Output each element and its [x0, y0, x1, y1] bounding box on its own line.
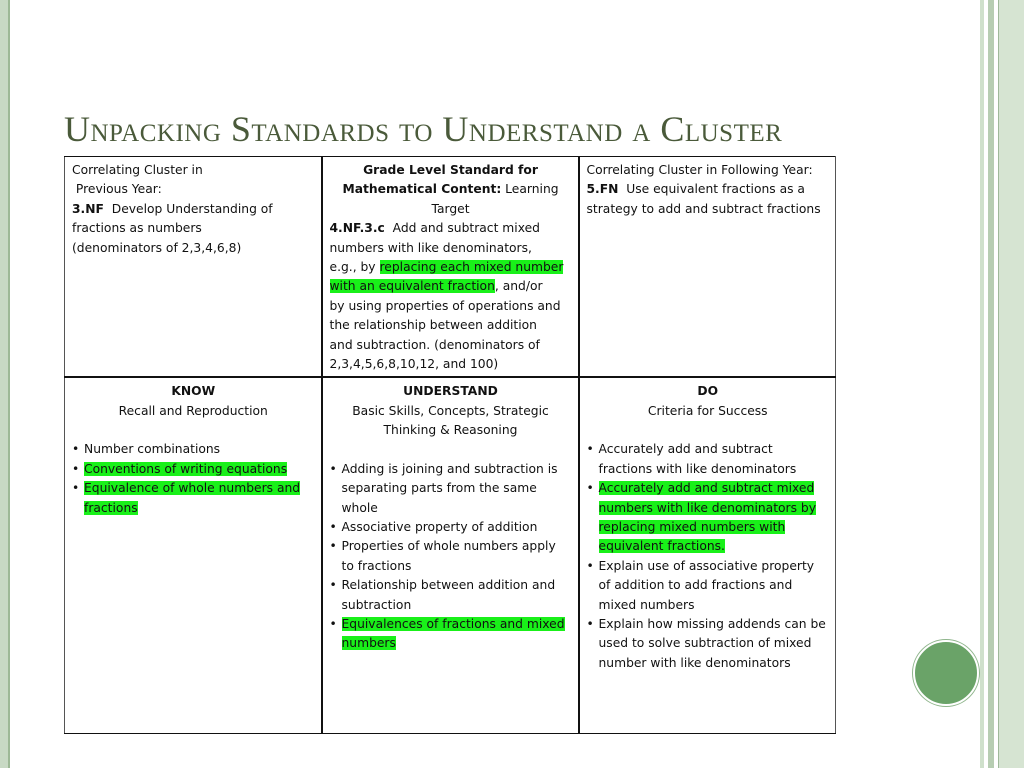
list-item — [330, 460, 572, 518]
prev-standard — [72, 200, 315, 219]
standards-table — [64, 156, 836, 734]
do-cell — [579, 377, 836, 733]
decorative-circle — [913, 640, 979, 706]
prev-line: Correlating Cluster in — [72, 163, 203, 177]
list-item-text: Number combinations — [84, 442, 221, 457]
grade-level-cell — [322, 157, 579, 378]
list-item-text: Properties of whole numbers apply to fractions — [341, 539, 556, 573]
prev-line: (denominators of 2,3,4,6,8) — [72, 240, 242, 255]
grade-code: 4.NF.3.c — [329, 221, 385, 236]
following-text: Use equivalent fractions as a — [618, 182, 805, 197]
grade-text: , and/or — [494, 279, 543, 294]
spacer — [587, 421, 830, 440]
prev-code: 3.NF — [72, 201, 104, 216]
know-list — [72, 440, 315, 518]
list-item — [330, 576, 572, 615]
grade-line — [330, 258, 572, 277]
do-list — [587, 440, 830, 673]
do-heading: DO — [697, 384, 719, 399]
understand-list — [330, 460, 572, 654]
prev-line: fractions as numbers — [72, 221, 202, 236]
following-line: strategy to add and subtract fractions — [586, 201, 821, 216]
prev-line: Previous Year: — [72, 182, 162, 197]
grade-text: Add and subtract mixed — [384, 221, 540, 236]
grade-line: 2,3,4,5,6,8,10,12, and 100) — [329, 357, 499, 372]
list-item-text: Accurately add and subtract fractions with like denominators — [598, 442, 797, 476]
following-standard — [587, 180, 830, 199]
list-item-text: Conventions of writing equations — [84, 461, 288, 476]
list-item — [72, 460, 315, 479]
do-subheading: Criteria for Success — [647, 403, 768, 418]
grade-line — [330, 277, 572, 296]
grade-heading-bold: Mathematical Content: — [342, 182, 502, 197]
list-item — [587, 615, 830, 673]
highlighted-text: with an equivalent fraction — [329, 279, 495, 294]
grade-heading — [330, 180, 572, 199]
list-item-text: Accurately add and subtract mixed numbers with like denominators by replacing mixed numbers with equivalent fractions. — [598, 481, 817, 554]
spacer — [72, 421, 315, 440]
list-item-text: Explain how missing addends can be used to solve subtraction of mixed number with like denominators — [598, 616, 826, 670]
grade-standard — [330, 219, 572, 238]
list-item-text: Equivalence of whole numbers and fractions — [84, 481, 301, 515]
understand-heading: UNDERSTAND — [403, 384, 498, 399]
table-row — [65, 157, 836, 378]
list-item — [587, 440, 830, 479]
table-row — [65, 377, 836, 733]
list-item — [72, 479, 315, 518]
understand-subheading: Thinking & Reasoning — [383, 423, 518, 438]
know-heading: KNOW — [171, 384, 216, 399]
border-stripe — [988, 0, 994, 768]
following-line: Correlating Cluster in Following Year: — [586, 163, 813, 177]
grade-line: the relationship between addition — [329, 318, 537, 333]
list-item-text: Equivalences of fractions and mixed numbers — [341, 616, 565, 651]
list-item-text: Explain use of associative property of addition to add fractions and mixed numbers — [598, 558, 815, 612]
grade-text: e.g., by — [329, 260, 380, 275]
understand-cell — [322, 377, 579, 733]
grade-heading-text: Learning — [501, 182, 559, 197]
prev-text: Develop Understanding of — [103, 201, 273, 216]
list-item-text: Adding is joining and subtraction is separating parts from the same whole — [341, 461, 558, 515]
grade-heading: Grade Level Standard for — [363, 163, 538, 177]
know-subheading: Recall and Reproduction — [118, 403, 268, 418]
border-stripe — [998, 0, 1024, 768]
list-item — [330, 537, 572, 576]
grade-line: and subtraction. (denominators of — [329, 337, 540, 352]
slide-title: Unpacking Standards to Understand a Cluster — [64, 109, 783, 149]
spacer — [330, 441, 572, 460]
previous-year-cell — [65, 157, 322, 378]
following-year-cell — [579, 157, 836, 378]
list-item — [587, 479, 830, 557]
highlighted-text: replacing each mixed number — [379, 260, 564, 275]
know-cell — [65, 377, 322, 733]
slide-left-border — [0, 0, 10, 768]
border-stripe — [980, 0, 984, 768]
list-item — [72, 440, 315, 459]
grade-heading: Target — [431, 201, 470, 216]
list-item-text: Associative property of addition — [341, 519, 538, 534]
understand-subheading: Basic Skills, Concepts, Strategic — [352, 403, 549, 418]
grade-line: numbers with like denominators, — [329, 240, 532, 255]
slide-right-border — [980, 0, 1024, 768]
list-item — [330, 518, 572, 537]
grade-line: by using properties of operations and — [329, 298, 561, 313]
list-item — [330, 615, 572, 654]
following-code: 5.FN — [586, 182, 619, 197]
list-item-text: Relationship between addition and subtraction — [341, 578, 556, 612]
list-item — [587, 557, 830, 615]
